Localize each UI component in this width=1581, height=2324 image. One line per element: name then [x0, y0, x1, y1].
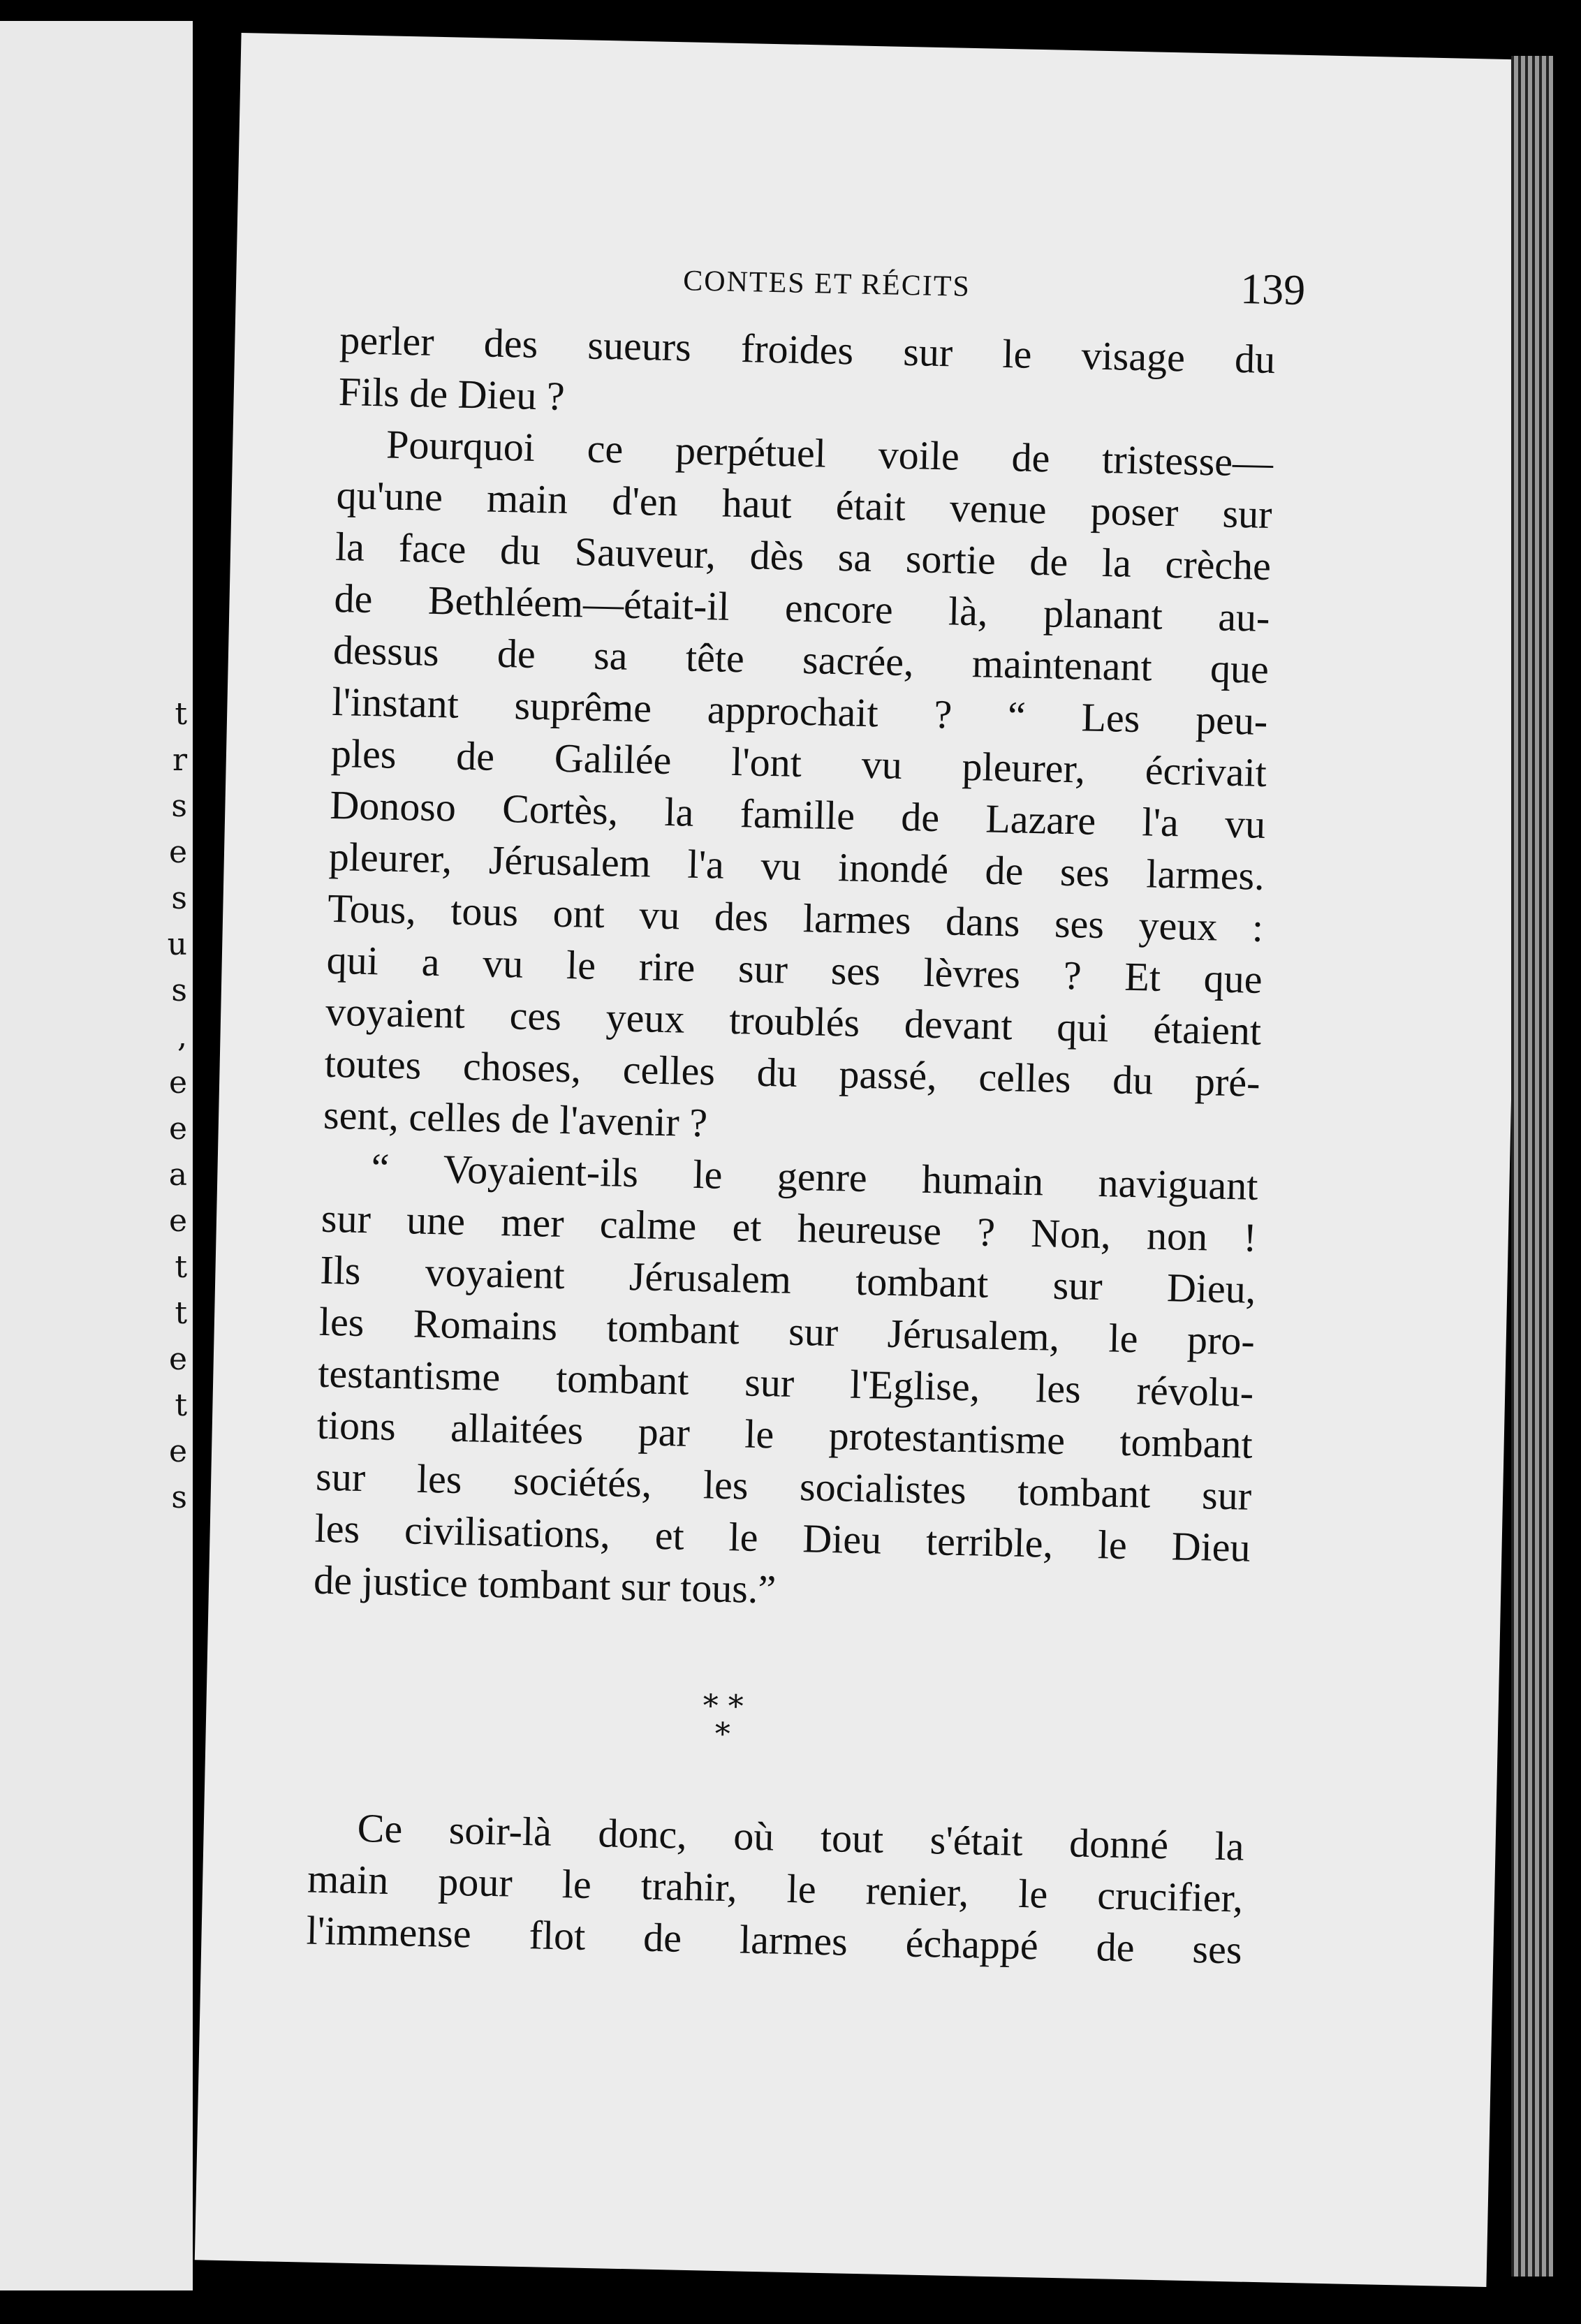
text-line: de justice tombant sur tous.” — [313, 1557, 777, 1612]
left-page-fragment — [0, 21, 193, 2290]
text-line: Pourquoi ce perpétuel voile de tristesse— — [385, 421, 1274, 486]
text-line: testantisme tombant sur l'Eglise, les révolu- — [317, 1350, 1254, 1415]
cut-letter: e — [168, 834, 187, 870]
text-line: toutes choses, celles du passé, celles du pré- — [324, 1040, 1261, 1105]
cut-letter: r — [172, 742, 187, 778]
cut-letter: e — [168, 1434, 187, 1469]
cut-letter: s — [171, 973, 187, 1008]
text-line: l'instant suprême approchait ? “ Les peu- — [331, 678, 1268, 744]
cut-letter: a — [168, 1157, 187, 1193]
running-head: CONTES ET RÉCITS — [682, 265, 971, 303]
cut-letter: t — [175, 1295, 187, 1331]
text-line: qu'une main d'en haut était venue poser sur — [336, 471, 1273, 538]
page-number: 139 — [1240, 265, 1306, 314]
right-page — [195, 33, 1533, 2287]
cut-letter: s — [171, 788, 187, 824]
text-line: dessus de sa tête sacrée, maintenant que — [332, 626, 1270, 692]
cut-letter: e — [168, 1111, 187, 1147]
text-line: sent, celles de l'avenir ? — [323, 1091, 708, 1146]
text-line: la face du Sauveur, dès sa sortie de la crèche — [334, 523, 1272, 589]
text-line: perler des sueurs froides sur le visage du — [339, 317, 1276, 383]
text-line: Fils de Dieu ? — [338, 369, 566, 419]
cut-letter: e — [168, 1341, 187, 1377]
section-separator — [680, 1688, 765, 1753]
text-line: Ils voyaient Jérusalem tombant sur Dieu, — [319, 1246, 1256, 1312]
text-line: l'immense flot de larmes échappé de ses — [306, 1907, 1243, 1973]
cut-letter: u — [167, 927, 187, 962]
closing-paragraph — [306, 1802, 1244, 1976]
text-line: les Romains tombant sur Jérusalem, le pro- — [318, 1298, 1256, 1364]
left-page-cut-text — [159, 691, 187, 1521]
text-line: main pour le trahir, le renier, le crucifier, — [307, 1855, 1244, 1921]
text-line: qui a vu le rire sur ses lèvres ? Et que — [326, 936, 1263, 1002]
cut-letter: , — [177, 1019, 187, 1054]
text-line: sur une mer calme et heureuse ? Non, non ! — [321, 1195, 1258, 1260]
body-text — [313, 314, 1275, 1626]
text-line: “ Voyaient-ils le genre humain naviguant — [370, 1145, 1259, 1209]
cut-letter: s — [171, 1480, 187, 1515]
text-line: ples de Galilée l'ont vu pleurer, écrivait — [330, 730, 1267, 795]
cut-letter: e — [168, 1065, 187, 1101]
cut-letter: s — [171, 881, 187, 916]
cut-letter: t — [175, 696, 187, 732]
text-line: sur les sociétés, les socialistes tombant sur — [315, 1453, 1252, 1519]
page-edge-stack — [1511, 56, 1553, 2277]
text-line: Ce soir-là donc, où tout s'était donné la — [357, 1805, 1245, 1869]
cut-letter: t — [175, 1249, 187, 1285]
text-line: les civilisations, et le Dieu terrible, le Dieu — [314, 1505, 1251, 1571]
text-line: tions allaitées par le protestantisme tombant — [316, 1402, 1253, 1467]
text-line: Tous, tous ont vu des larmes dans ses yeux : — [327, 885, 1264, 950]
text-line: de Bethléem—était-il encore là, planant au- — [334, 575, 1271, 640]
text-line: Donoso Cortès, la famille de Lazare l'a vu — [329, 781, 1266, 847]
asterism-bottom: * — [714, 1716, 731, 1753]
text-line: voyaient ces yeux troublés devant qui étaient — [325, 988, 1262, 1054]
asterism-top: * * — [703, 1688, 744, 1725]
cut-letter: t — [175, 1388, 187, 1423]
text-line: pleurer, Jérusalem l'a vu inondé de ses larmes. — [328, 833, 1265, 899]
cut-letter: e — [168, 1203, 187, 1239]
